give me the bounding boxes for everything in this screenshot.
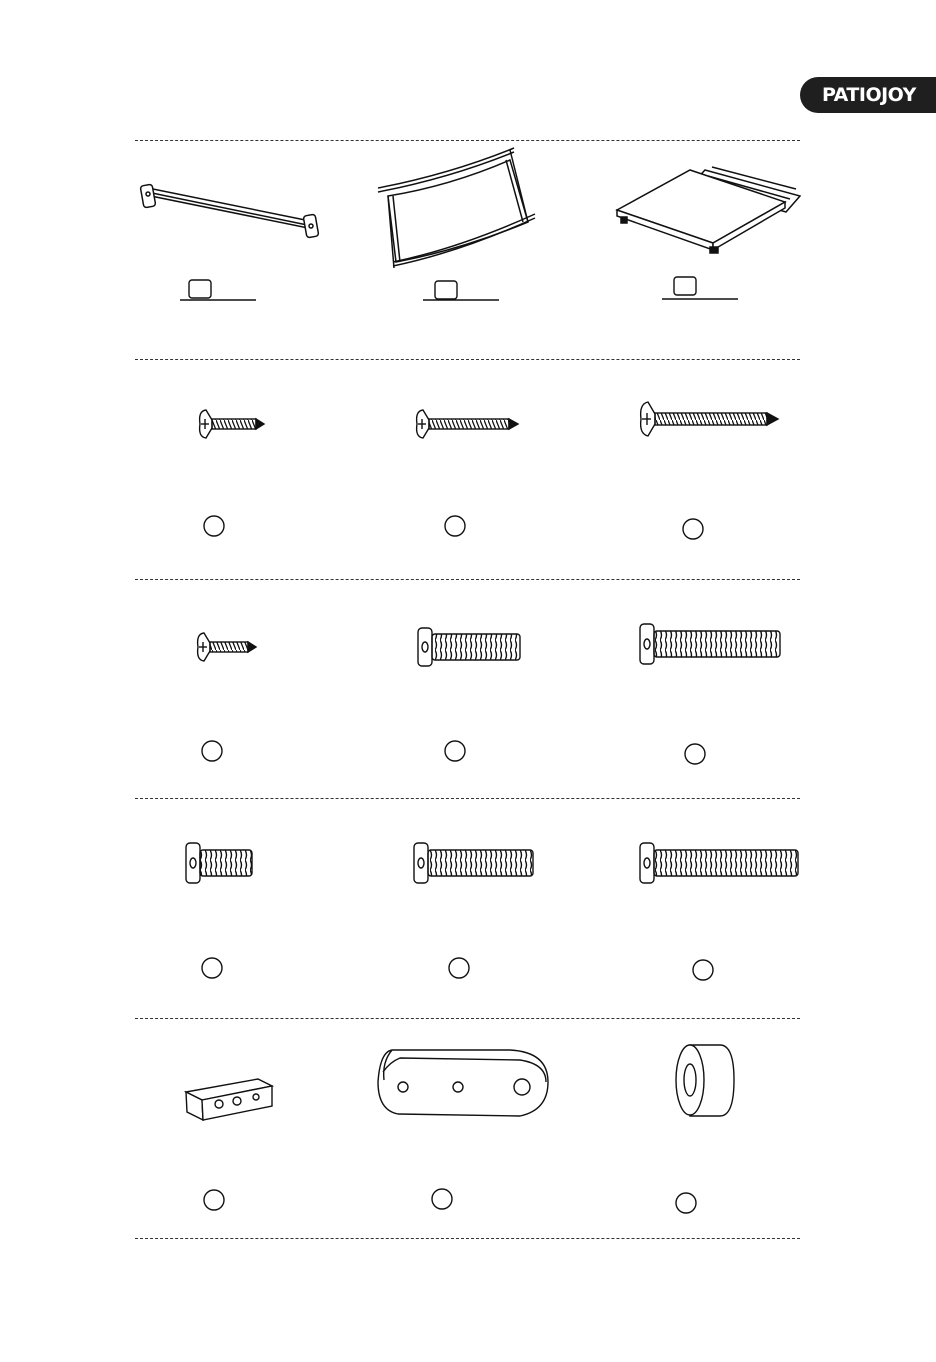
part-id-circle: [693, 960, 713, 980]
part-id-circle: [202, 958, 222, 978]
bolt-medium: [414, 843, 533, 883]
bolt-long: [640, 843, 798, 883]
part-id-circle: [683, 519, 703, 539]
part-id-circle: [204, 1190, 224, 1210]
part-id-circle: [432, 1189, 452, 1209]
bolt-short: [186, 843, 252, 883]
part-id-circle: [445, 741, 465, 761]
bolt-long: [640, 624, 780, 664]
part-label-box: [435, 281, 457, 299]
brand-logo: PATIOJOY: [822, 84, 916, 106]
part-id-circle: [445, 516, 465, 536]
part-id-circle: [204, 516, 224, 536]
long-bar-part: [140, 184, 319, 238]
part-id-circle: [676, 1193, 696, 1213]
screw-short: [200, 410, 264, 438]
part-id-circle: [449, 958, 469, 978]
bolt-short: [418, 628, 520, 666]
screw-long: [641, 402, 778, 436]
part-id-circle: [202, 741, 222, 761]
spacer-washer: [676, 1045, 734, 1116]
connector-plate: [378, 1050, 548, 1116]
part-label-box: [189, 280, 211, 298]
sling-frame-part: [378, 148, 535, 268]
part-label-box: [674, 277, 696, 295]
table-tray-part: [617, 167, 800, 253]
connector-block: [186, 1079, 272, 1120]
screw-medium: [417, 410, 518, 438]
part-id-circle: [685, 744, 705, 764]
screw-short: [198, 633, 256, 661]
